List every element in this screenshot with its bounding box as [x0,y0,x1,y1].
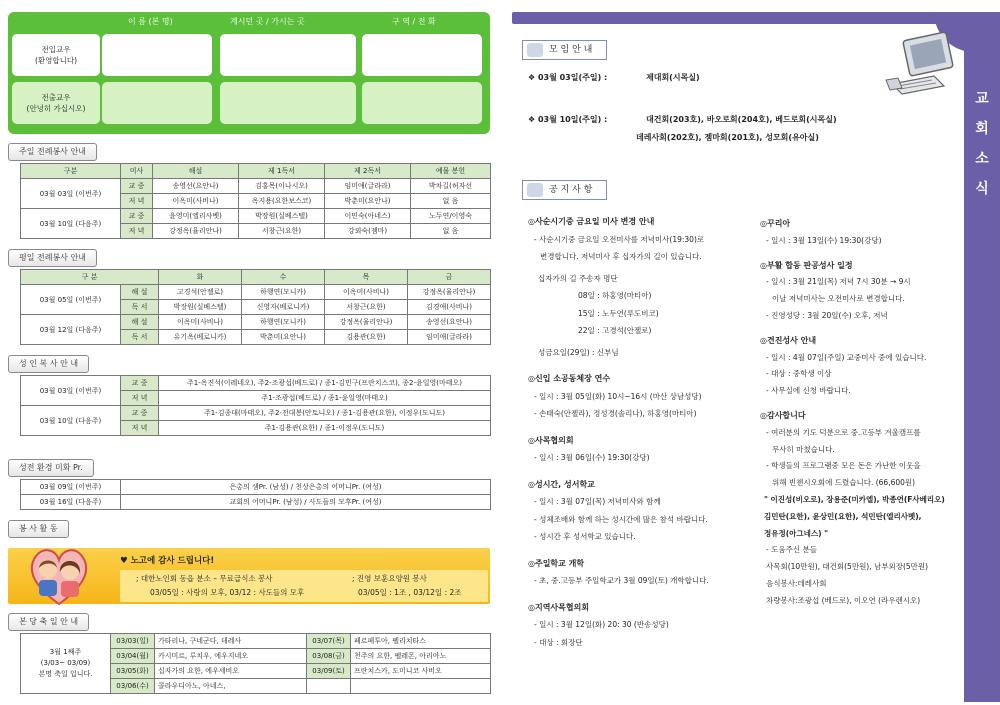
volunteer-left-detail: 03/05일 : 사랑의 모후, 03/12 : 사도들의 모후 [150,588,305,597]
cell: 박차길(허자선 [411,179,491,194]
cell: 강정옥(율리안나) [153,224,239,239]
move-out-address-field[interactable] [220,82,356,124]
cleaning-table [20,479,491,510]
mass-cell: 교 중 [121,209,153,224]
table-row [21,406,491,421]
role-cell: 독 서 [121,300,159,315]
cell: 박장원(실베스텔) [159,300,242,315]
cell: 노두연/이영숙 [411,209,491,224]
notice-line: 22일 : 고경석(안젤로) [578,326,652,335]
volunteer-section [8,540,490,608]
table-row [21,209,491,224]
cell: 주1-김종대(마태오), 주2-전대봉(안토니오) / 종1-김용관(요한), 이정우(도니도) [159,406,491,421]
cell: 이민숙(아네스) [325,209,411,224]
notice-line: 사목회(10만원), 대건회(5만원), 남부외장(5만원) [766,562,929,572]
mass-cell: 저 녁 [121,224,153,239]
header-cell: 구분 [21,164,121,179]
left-panel [8,12,490,702]
altar-service-table [20,375,491,436]
date-cell: 03월 09일 (이번주) [21,480,121,495]
notice-line: 차량봉사:조광섭 (베드로), 이오연 (라우렌시오) [766,595,921,605]
cell: 강정옥(율리안나) [325,315,408,330]
cell: 고경석(안젤로) [159,285,242,300]
date-cell: 03월 12일 (다음주) [21,315,121,345]
notice-line: 성금요일(29일) : 신부님 [538,347,619,357]
couple-illustration-icon [24,540,94,608]
weekday-service-table [20,269,491,345]
notice-line: - 사무실에 신청 바랍니다. [766,386,851,396]
computer-illustration-icon [884,32,956,100]
notice-heading: ◎견진성사 안내 [760,335,817,345]
volunteer-left-title: ; 대한노인회 동읍 분소 – 무료급식소 봉사 [136,574,273,583]
cell: 프란치스카, 도미니코 사비오 [351,664,491,679]
notice-line: 08일 : 하홍영(마티아) [578,291,652,300]
cell: 옥지용(요한보스코) [239,194,325,209]
cell: 콜라우디아노, 아네스, [155,679,307,694]
notice-line: - 일시 : 3월 05일(화) 10시~16시 (마산 상남성당) [534,391,702,401]
cell: 은총의 샘Pr. (남성) / 천상은총의 어머니Pr. (여성) [121,480,491,495]
cell: 페르페투아, 펠리치타스 [351,634,491,649]
notice-heading: ◎성시간, 성서학교 [528,479,595,489]
sunday-service-title: 주일 전례봉사 안내 [8,143,97,161]
table-row [21,480,491,495]
notice-line: - 일시 : 3월 07일(목) 저녁미사와 함께 [534,497,661,506]
notice-heading: ◎감사합니다 [760,411,806,420]
notice-line: - 성체조배와 함께 하는 성시간에 많은 참석 바랍니다. [534,514,708,524]
volunteer-right-title: ; 진영 보훈요양원 봉사 [352,574,427,583]
date-cell: 03월 16일 (다음주) [21,495,121,510]
date-cell: 03/04(월) [111,649,155,664]
cell: 유기옥(베로니카) [159,330,242,345]
meeting-2-line1: 대건회(203호), 바오로회(204호), 베드로회(시목실) [646,115,837,124]
meeting-1-text: 제대회(시목실) [646,73,700,82]
volunteer-title: 봉 사 활 동 [8,520,69,538]
cell: 하행연(모니카) [242,285,325,300]
notice-line: 김민탄(요한), 윤상민(요한), 석민탄(엘리사벳), [764,511,922,521]
meetings-title-text: 모 임 안 내 [549,45,593,55]
date-cell: 03/07(목) [307,634,351,649]
cell: 신영자(베로니카) [242,300,325,315]
notice-line: - 손태숙(안젤라), 정성경(솔리나), 하홍영(마티아) [534,409,697,418]
cell: 없 음 [411,224,491,239]
registration-col-name: 이 름 (본 명) [128,17,173,26]
notice-line: - 진영성당 : 3월 20일(수) 오후, 저녁 [766,311,888,320]
header-cell: 금 [408,270,491,285]
notice-line: - 일시 : 4월 07일(주일) 교중미사 중에 있습니다. [766,352,927,362]
notice-heading: ◎부활 합동 판공성사 일정 [760,260,853,270]
date-cell: 03/09(토) [307,664,351,679]
table-row [21,179,491,194]
notice-line: - 일시 : 3월 13일(수) 19:30(강당) [766,235,882,245]
date-cell: 03월 10일 (다음주) [21,406,121,436]
notice-line: - 대상 : 중학생 이상 [766,369,832,379]
move-in-name-field[interactable] [102,34,212,76]
move-in-address-field[interactable] [220,34,356,76]
notice-line: - 일시 : 3월 21일(목) 저녁 7시 30분 → 9시 [766,277,911,287]
notice-icon [527,183,543,197]
header-cell: 목 [325,270,408,285]
cell: 주1-옥진석(이레네오), 주2-조광섭(베드로) / 종1-김민구(프란치스코), 종2-윤일영(마태오) [159,376,491,391]
header-cell: 해설 [153,164,239,179]
cell: 교회의 어머니Pr. (남성) / 사도들의 모후Pr. (여성) [121,495,491,510]
volunteer-thanks: ♥ 노고에 감사 드립니다! [120,556,215,566]
cleaning-title: 성전 환경 미화 Pr. [8,459,94,477]
mass-cell: 저 녁 [121,194,153,209]
notice-line: " 이진성(비오로), 장용준(미카엘), 박종연(F사베리오) [764,495,945,504]
cell: 윤영미(엘리사벳) [153,209,239,224]
cell: 서창근(요한) [325,300,408,315]
top-bar [512,12,964,24]
date-cell: 03월 03일 (이번주) [21,376,121,406]
notice-line: - 초, 중.고등부 주일학교가 3월 09일(토) 개학합니다. [534,576,709,585]
cell: 박장원(실베스텔) [239,209,325,224]
notice-line: - 일시 : 3월 06일(수) 19:30(강당) [534,453,650,462]
altar-service-title: 성 인 복 사 안 내 [8,355,89,373]
cell: 없 음 [411,194,491,209]
header-cell: 제 1독서 [239,164,325,179]
header-cell: 예물 봉헌 [411,164,491,179]
cell: 카시미르, 루치우, 에우지네오 [155,649,307,664]
meeting-2-line2: 데레사회(202호), 젬마회(201호), 성모회(유아실) [636,133,819,142]
date-cell: 03/08(금) [307,649,351,664]
meetings-title [522,40,607,60]
role-cell: 저 녁 [121,391,159,406]
registration-col-address: 계시던 곳 / 가시는 곳 [230,17,305,26]
role-cell: 교 중 [121,376,159,391]
cell: 강외숙(젬마) [325,224,411,239]
registration-box [8,12,490,134]
notice-line: 위해 빈첸시오회에 드렸습니다. (66,600원) [772,478,916,488]
cell: 박춘미(요안나) [242,330,325,345]
role-cell: 해 설 [121,285,159,300]
meeting-2-date: ❖ 03월 10일(주일) : [528,115,608,124]
date-cell: 03/03(일) [111,634,155,649]
notice-line: - 대상 : 회장단 [534,637,583,647]
notice-heading: ◎사목협의회 [528,435,574,445]
date-cell: 03월 05일 (이번주) [21,285,121,315]
table-row [21,495,491,510]
notice-line: - 사순시기중 금요일 오전미사를 저녁미사(19:30)로 [534,234,705,244]
week-label: 3월 1째주 (3/03~ 03/09) 본명 축일 입니다. [21,634,111,694]
header-cell: 수 [242,270,325,285]
registration-col-zone: 구 역 / 전 화 [392,17,436,26]
cell: 서창근(요한) [239,224,325,239]
meeting-icon [527,43,543,57]
header-cell: 화 [159,270,242,285]
notice-line: - 학생들의 프로그램중 모은 돈은 가난한 이웃을 [766,461,921,471]
cell: 송영선(요안나) [408,315,491,330]
cell: 주1-김용관(요한) / 종1-이정우(도니도) [159,421,491,436]
notice-line: 15일 : 노두연(루도비코) [578,308,659,318]
notice-line: - 일시 : 3월 12일(화) 20: 30 (반송성당) [534,620,669,629]
date-cell [307,679,351,694]
date-cell: 03/06(수) [111,679,155,694]
volunteer-right-detail: 03/05일 : 1조 , 03/12일 : 2조 [358,588,462,597]
date-cell: 03/05(화) [111,664,155,679]
table-row [21,315,491,330]
notice-line: 음식봉사:데레사회 [766,579,827,588]
role-cell: 저 녁 [121,421,159,436]
side-bar [964,12,1000,702]
table-row [21,376,491,391]
cell: 박춘미(요안나) [325,194,411,209]
notices-title-text: 공 지 사 항 [549,185,593,195]
cell: 이옥미(사비나) [153,194,239,209]
notice-heading: ◎꾸리아 [760,219,791,228]
move-in-zone-field[interactable] [362,34,482,76]
notice-line: - 성시간 후 성서학교 있습니다. [534,532,636,541]
notices-title [522,180,607,200]
feast-day-table [20,633,491,694]
date-cell: 03월 10일 (다음주) [21,209,121,239]
notice-line: - 여러분의 기도 덕분으로 중.고등부 겨울캠프를 [766,427,921,437]
notice-line: 무사히 마쳤습니다. [772,444,835,454]
notice-line: 십자가의 길 주송자 명단 [538,273,618,283]
notice-line: 변경합니다. 저녁미사 후 십자가의 길이 있습니다. [540,252,702,261]
cell: 송영선(요안나) [153,179,239,194]
notice-heading: ◎주일학교 개학 [528,558,585,568]
notice-heading: ◎사순시기중 금요일 미사 변경 안내 [528,217,655,226]
cell: 김경애(사비나) [408,300,491,315]
cell: 주1-조광섭(베드로) / 종1-윤일영(마태오) [159,391,491,406]
sidebar-label: 교 회 소 식 [975,91,989,197]
meeting-1-date: ❖ 03월 03일(주일) : [528,73,608,82]
move-out-name-field[interactable] [102,82,212,124]
cell: 강정옥(율리안나) [408,285,491,300]
cell: 십자가의 요한, 에우세비오 [155,664,307,679]
role-cell: 교 중 [121,406,159,421]
right-panel [512,12,1000,702]
registration-row-in: 전입교우 (환영합니다) [12,34,100,76]
notice-line: 정유정(아그네스) " [764,528,829,538]
move-out-zone-field[interactable] [362,82,482,124]
header-cell: 제 2독서 [325,164,411,179]
table-row [21,634,491,649]
cell: 가타리나, 구네군다, 데레사 [155,634,307,649]
notice-line: 이날 저녁미사는 오전미사로 변경합니다. [772,294,905,304]
cell: 임미애(글라라) [408,330,491,345]
date-cell: 03월 03일 (이번주) [21,179,121,209]
table-row [21,285,491,300]
cell: 김홍목(이나시오) [239,179,325,194]
role-cell: 해 설 [121,315,159,330]
mass-cell: 교 중 [121,179,153,194]
cell: 김용관(요한) [325,330,408,345]
cell: 임미애(글라라) [325,179,411,194]
cell: 천주의 요한, 펠레몬, 아리아노 [351,649,491,664]
registration-row-out: 전출교우 (안녕히 가십시오) [12,82,100,124]
cell: 하행연(모니카) [242,315,325,330]
feast-day-title: 본 당 축 일 안 내 [8,613,89,631]
sunday-service-table [20,163,491,239]
role-cell: 독 서 [121,330,159,345]
cell [351,679,491,694]
weekday-service-title: 평일 전례봉사 안내 [8,249,97,267]
header-cell: 미사 [121,164,153,179]
notice-heading: ◎신입 소공동체장 연수 [528,374,611,383]
cell: 이옥미(사비나) [159,315,242,330]
cell: 이옥미(사비나) [325,285,408,300]
header-cell: 구 분 [21,270,159,285]
notice-line: - 도움주신 분들 [766,545,817,555]
notice-heading: ◎지역사목협의회 [528,602,590,612]
